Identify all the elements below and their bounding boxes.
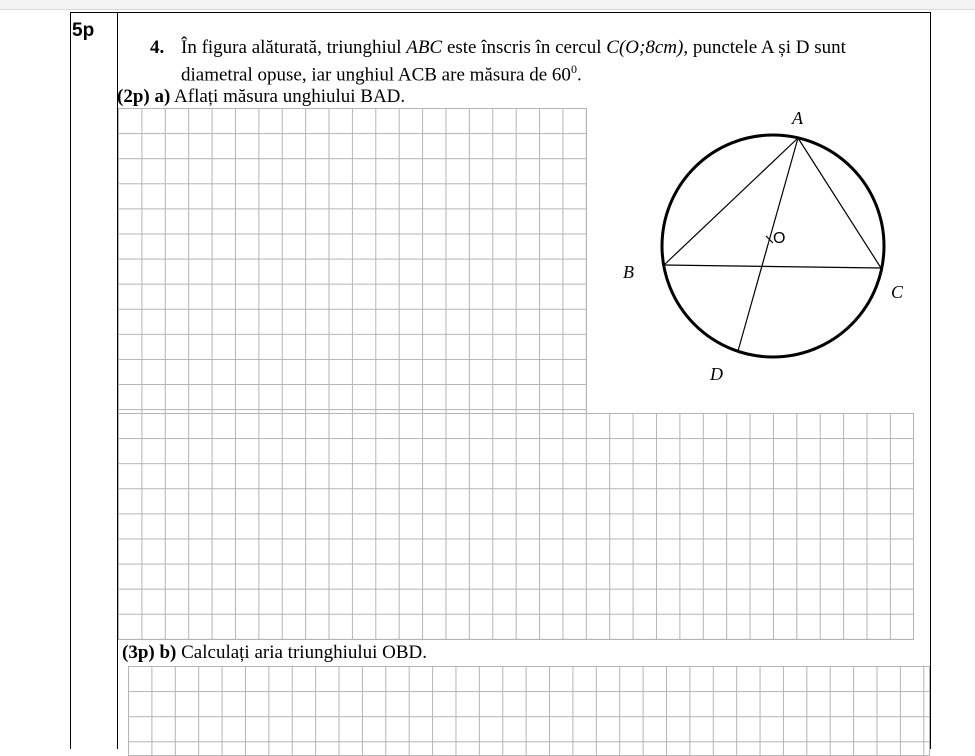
answer-grid-a-bottom[interactable] [118, 413, 914, 640]
label-b: B [623, 262, 634, 282]
segment-bc [664, 265, 881, 268]
question-number: 4. [150, 37, 165, 58]
label-d: D [710, 364, 723, 384]
label-c: C [891, 282, 904, 302]
top-bar [0, 0, 975, 10]
points-total: 5p [72, 20, 95, 41]
statement-line-2: diametral opuse, iar unghiul ACB are măsura de $60^0$. [181, 62, 582, 86]
part-a-prompt: (2p) a) Aflați măsura unghiului BAD. [117, 86, 406, 107]
label-a: A [792, 108, 803, 128]
answer-grid-b[interactable] [128, 666, 930, 756]
geometry-figure [600, 100, 904, 400]
answer-grid-a-top[interactable] [118, 108, 587, 414]
degree-superscript: 0 [570, 62, 577, 76]
left-border [70, 12, 71, 749]
part-b-prompt: (3p) b) Calculați aria triunghiului OBD. [122, 642, 428, 663]
label-o: O [773, 230, 786, 247]
statement-line-1: În figura alăturată, triunghiul ABC este înscris în cercul C(O;8cm), punctele A și D sunt [181, 37, 846, 58]
right-border [930, 12, 931, 749]
top-border [70, 12, 931, 13]
diameter-ad [738, 138, 798, 351]
